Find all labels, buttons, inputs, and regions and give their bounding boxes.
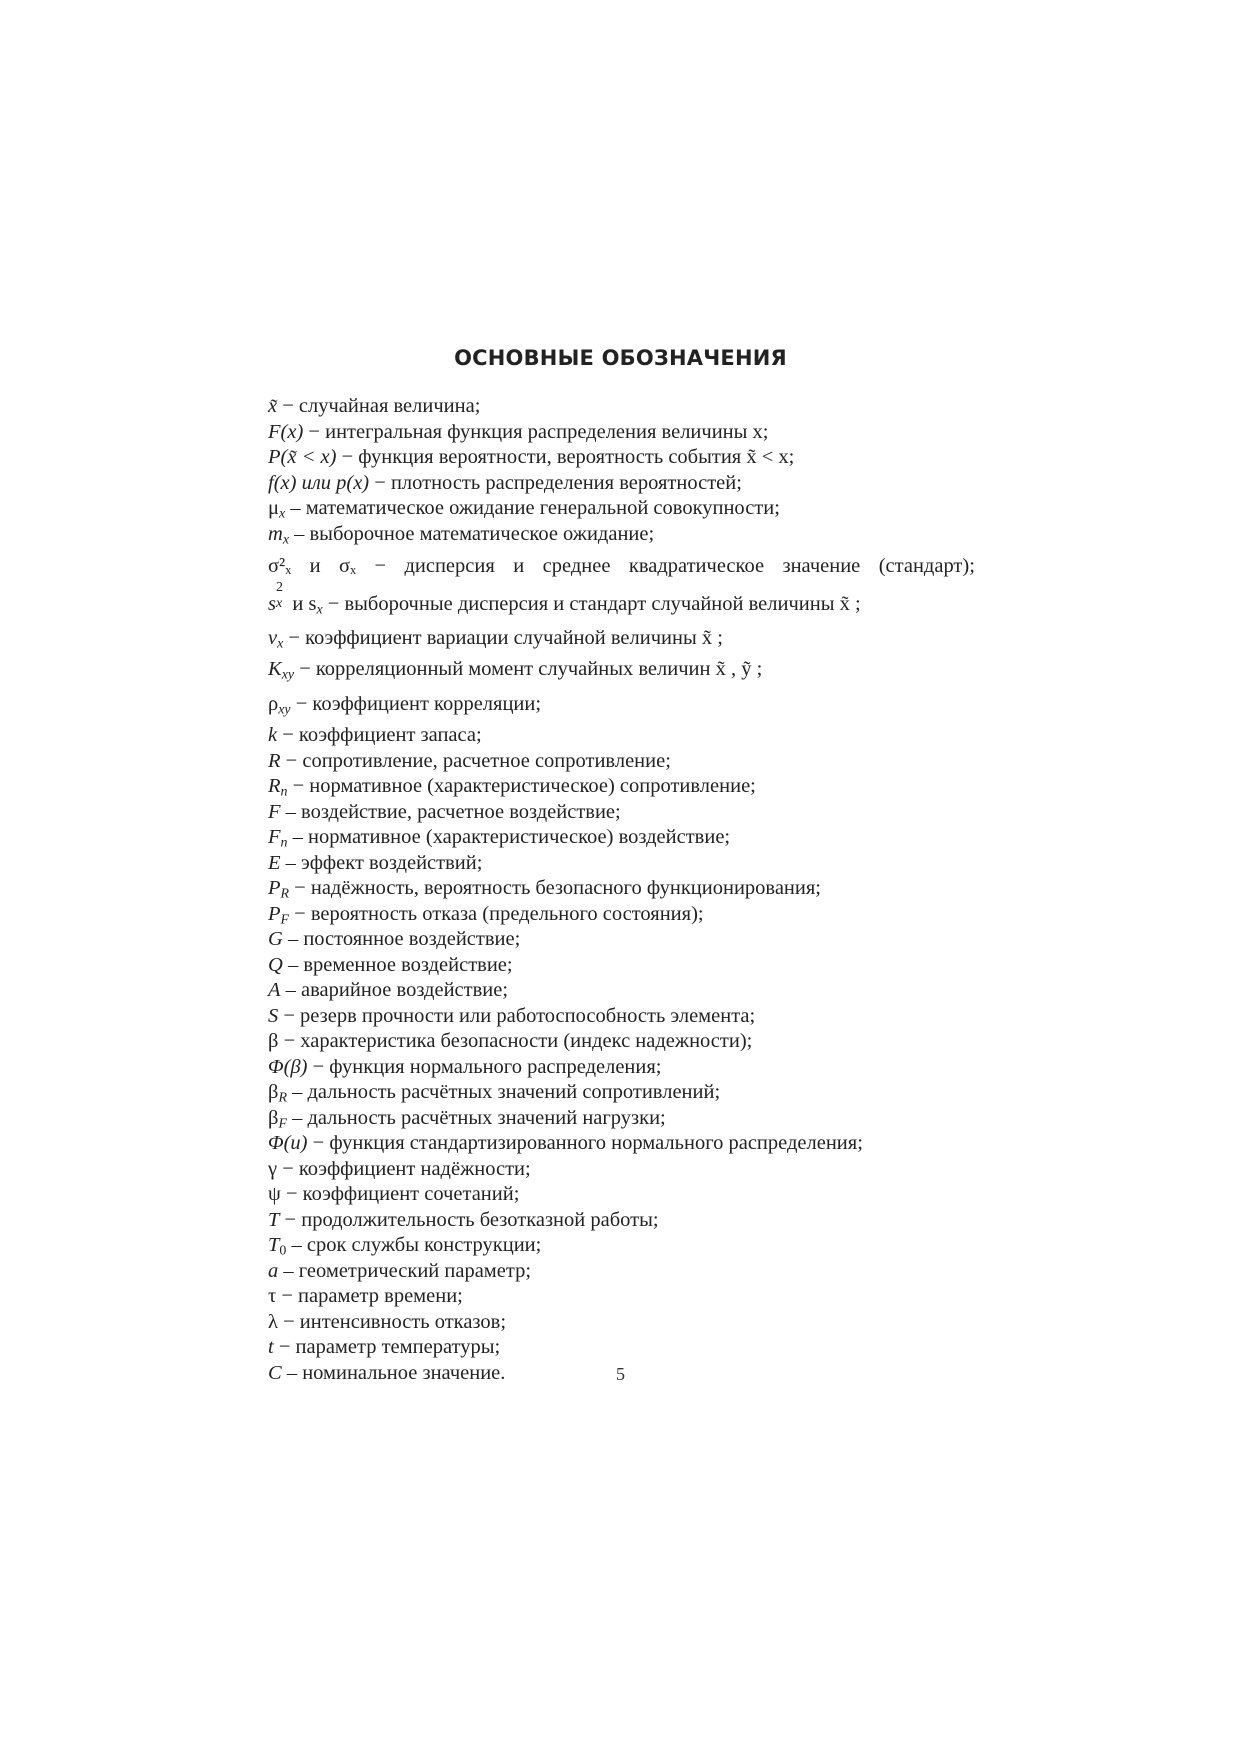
justified-word: и — [513, 555, 525, 577]
symbol: E — [268, 851, 281, 874]
symbol: K — [268, 658, 282, 680]
justified-word: σₓ — [339, 555, 357, 577]
symbol-superscript: 2 — [275, 579, 283, 595]
symbol: β — [268, 1081, 279, 1103]
symbol: β — [268, 1030, 279, 1052]
list-item — [268, 1310, 988, 1336]
definition: − функция нормального распределения; — [307, 1055, 662, 1078]
symbol: k — [268, 724, 278, 746]
list-item — [268, 445, 988, 471]
list-item — [268, 471, 988, 497]
symbol: τ — [268, 1285, 277, 1307]
definition: − коэффициент вариации случайной величины x̃ ; — [283, 627, 723, 649]
list-item — [268, 1029, 988, 1055]
symbol: λ — [268, 1310, 278, 1333]
list-item — [268, 774, 988, 800]
list-item — [268, 902, 988, 928]
page-title: ОСНОВНЫЕ ОБОЗНАЧЕНИЯ — [454, 346, 787, 370]
symbol-indices — [275, 579, 287, 612]
definition: − коэффициент корреляции; — [290, 693, 542, 715]
symbol-subscript: 0 — [279, 1243, 287, 1259]
symbol: f(x) или p(x) — [268, 471, 370, 494]
symbol: R — [268, 775, 281, 797]
justified-word: среднее — [542, 555, 611, 577]
list-item — [268, 1055, 988, 1081]
list-item — [268, 1259, 988, 1285]
list-item — [268, 1335, 988, 1361]
list-item — [268, 1233, 988, 1259]
symbol: F — [268, 800, 281, 823]
definition: − коэффициент запаса; — [277, 724, 482, 746]
list-item — [268, 1284, 988, 1310]
list-item — [268, 723, 988, 749]
symbol: Φ(u) — [268, 1132, 308, 1154]
definition: – воздействие, расчетное воздействие; — [280, 800, 621, 823]
definition: – математическое ожидание генеральной совокупности; — [285, 497, 780, 519]
symbol: C — [268, 1361, 282, 1384]
definition: – эффект воздействий; — [280, 851, 483, 874]
definition: − продолжительность безотказной работы; — [279, 1208, 659, 1231]
symbol: ρ — [268, 693, 279, 715]
list-item — [268, 749, 988, 775]
definition: − вероятность отказа (предельного состояния); — [289, 902, 704, 925]
list-item — [268, 1157, 988, 1183]
definition: − случайная величина; — [277, 395, 481, 417]
definition: − интегральная функция распределения величины x; — [303, 420, 769, 443]
symbol-subscript: x — [282, 531, 289, 547]
symbol: F(x) — [268, 420, 304, 443]
definition: − функция вероятности, вероятность события x̃ < x; — [336, 446, 795, 468]
list-item — [268, 522, 988, 548]
symbol: R — [268, 749, 281, 772]
symbol: v — [268, 627, 278, 649]
notation-list — [268, 394, 988, 1386]
justified-word: значение — [782, 555, 861, 577]
list-item — [268, 654, 988, 685]
definition: – геометрический параметр; — [278, 1259, 532, 1282]
definition: − корреляционный момент случайных величин x̃ , ỹ ; — [294, 658, 763, 680]
definition: – нормативное (характеристическое) воздействие; — [287, 826, 731, 848]
list-item — [268, 927, 988, 953]
definition: − надёжность, вероятность безопасного функционирования; — [289, 877, 821, 899]
list-item — [268, 1106, 988, 1132]
definition: − интенсивность отказов; — [277, 1310, 507, 1333]
symbol: a — [268, 1259, 279, 1282]
list-item — [268, 1208, 988, 1234]
justified-word: и — [309, 555, 321, 577]
symbol: β — [268, 1106, 279, 1129]
list-item — [268, 876, 988, 902]
list-item — [268, 825, 988, 851]
symbol-subscript: x — [275, 596, 283, 612]
symbol-subscript: R — [278, 1090, 287, 1106]
list-item — [268, 496, 988, 522]
justified-word: σ²ₓ — [268, 555, 292, 577]
symbol-subscript: F — [278, 1115, 287, 1131]
definition-part: и s — [287, 593, 317, 615]
definition: − коэффициент сочетаний; — [280, 1183, 520, 1205]
symbol: γ — [268, 1157, 278, 1180]
symbol: T — [268, 1208, 280, 1231]
list-item — [268, 394, 988, 420]
symbol-subscript: F — [280, 911, 290, 927]
list-item — [268, 953, 988, 979]
list-item — [268, 547, 975, 585]
symbol: T — [268, 1234, 280, 1256]
symbol-subscript: n — [280, 835, 288, 851]
symbol-subscript: R — [280, 886, 290, 902]
justified-word: (стандарт); — [878, 555, 975, 577]
symbol: m — [268, 522, 283, 545]
symbol-subscript: xy — [278, 702, 291, 718]
definition: − коэффициент надёжности; — [277, 1157, 531, 1180]
list-item — [268, 978, 988, 1004]
list-item — [268, 1131, 988, 1157]
symbol-subscript: x — [277, 636, 284, 652]
symbol: x̃ — [268, 395, 278, 417]
definition: − параметр времени; — [276, 1285, 463, 1307]
list-item — [268, 851, 988, 877]
definition: – номинальное значение. — [281, 1361, 506, 1384]
definition: − выборочные дисперсия и стандарт случайной величины x̃ ; — [322, 593, 861, 615]
symbol: P — [268, 877, 281, 899]
symbol: ψ — [268, 1183, 281, 1205]
list-item — [268, 420, 988, 446]
symbol-subscript: n — [280, 784, 288, 800]
definition: – временное воздействие; — [282, 953, 513, 976]
definition: − резерв прочности или работоспособность элемента; — [278, 1004, 756, 1027]
definition: − нормативное (характеристическое) сопротивление; — [287, 775, 756, 797]
justified-word: − — [374, 555, 387, 577]
symbol-subscript: x — [316, 602, 323, 618]
symbol: P — [268, 902, 281, 925]
justified-word: дисперсия — [404, 555, 495, 577]
definition: – постоянное воздействие; — [282, 928, 521, 950]
symbol: μ — [268, 497, 279, 519]
list-item — [268, 623, 988, 654]
list-item — [268, 800, 988, 826]
list-item — [268, 1080, 988, 1106]
list-item — [268, 685, 988, 723]
symbol: s — [268, 593, 276, 615]
definition: – дальность расчётных значений сопротивлений; — [286, 1081, 721, 1103]
symbol: G — [268, 928, 283, 950]
symbol: Q — [268, 953, 283, 976]
justified-word: квадратическое — [628, 555, 765, 577]
definition: − плотность распределения вероятностей; — [369, 471, 742, 494]
definition: − параметр температуры; — [273, 1336, 501, 1358]
definition: − сопротивление, расчетное сопротивление; — [280, 749, 671, 772]
list-item — [268, 579, 988, 623]
page-number: 5 — [616, 1364, 625, 1384]
definition: – выборочное математическое ожидание; — [289, 522, 655, 545]
symbol: Φ(β) — [268, 1055, 308, 1078]
symbol: A — [268, 979, 281, 1001]
definition: − характеристика безопасности (индекс надежности); — [278, 1030, 753, 1052]
symbol: S — [268, 1004, 279, 1027]
symbol: P(x̃ < x) — [268, 446, 337, 468]
list-item — [268, 1182, 988, 1208]
symbol-subscript: xy — [281, 667, 295, 683]
definition: – срок службы конструкции; — [286, 1234, 542, 1256]
symbol-subscript: x — [279, 506, 286, 522]
list-item — [268, 1004, 988, 1030]
definition: – аварийное воздействие; — [280, 979, 509, 1001]
symbol: F — [268, 826, 281, 848]
definition: − функция стандартизированного нормального распределения; — [307, 1132, 863, 1154]
symbol: t — [268, 1336, 274, 1358]
definition: – дальность расчётных значений нагрузки; — [286, 1106, 666, 1129]
